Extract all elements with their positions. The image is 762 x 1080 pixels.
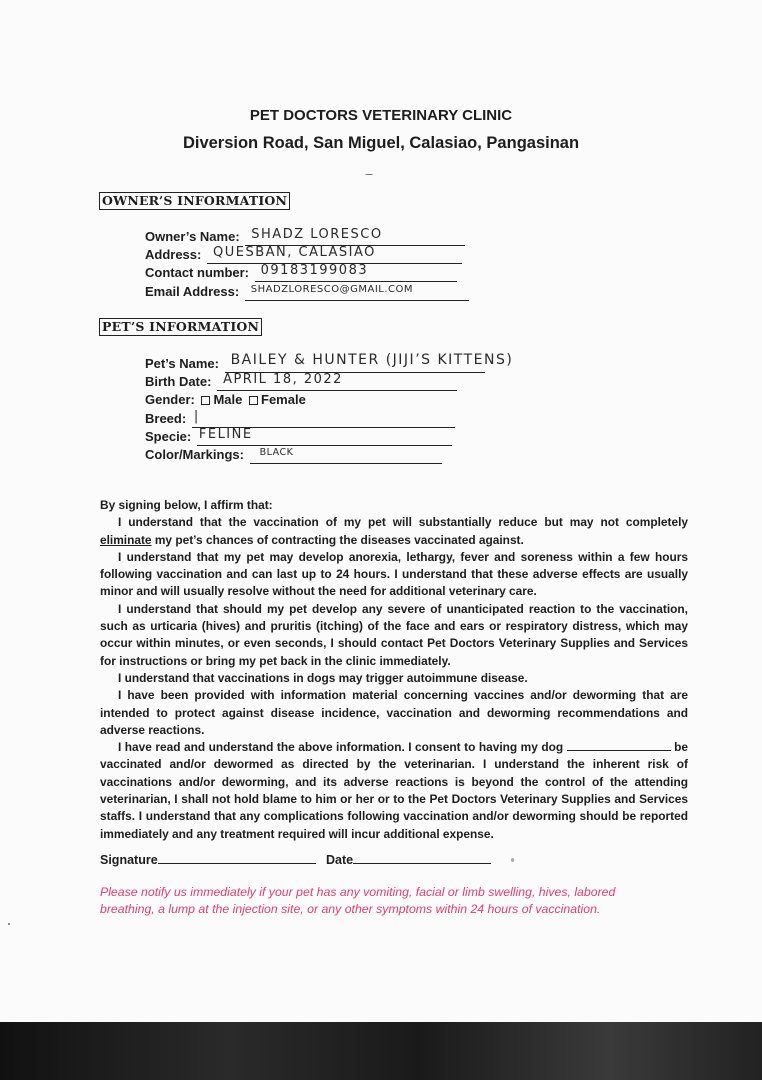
birth-date-field[interactable] bbox=[217, 373, 457, 391]
address-value: QUESBAN, CALASIAO bbox=[212, 245, 376, 260]
color-value: BLACK bbox=[259, 447, 294, 458]
signature-label: Signature bbox=[100, 853, 158, 867]
signature-field[interactable] bbox=[158, 851, 316, 864]
consent-paragraph-2: I understand that my pet may develop anorexia, lethargy, fever and soreness within a few hours following vaccination and can last up to 24 hours. I understand that these adverse effects are usually minor and will usually resolve without the need for additional veterinary care. bbox=[100, 549, 688, 599]
scan-edge-bar bbox=[0, 1022, 762, 1080]
email-field[interactable] bbox=[245, 283, 469, 301]
breed-label: Breed: bbox=[145, 411, 187, 426]
email-value: SHADZLORESCO@GMAIL.COM bbox=[250, 284, 414, 295]
pet-name-value: BAILEY & HUNTER (JIJI’S KITTENS) bbox=[230, 352, 514, 368]
consent-paragraph-1 bbox=[100, 514, 688, 549]
color-row bbox=[145, 446, 442, 464]
dog-name-blank[interactable] bbox=[567, 739, 671, 751]
male-checkbox[interactable] bbox=[201, 396, 210, 405]
consent-p1-a: I understand that the vaccination of my pet will substantially reduce but may not completely bbox=[118, 515, 688, 530]
consent-p6-b: be vaccinated and/or dewormed as directed by the veterinarian. I understand the inherent risk of vaccinations and/or deworming, and its adverse reactions is beyond the control of the attending veterinarian, I shall not hold blame to him or her or to the Pet Doctors Veterinary Supplies and Services staffs. I understand that any complications following vaccination and/or deworming should be reported immediately and any treatment required will incur additional expense. bbox=[100, 740, 688, 841]
scan-speck bbox=[8, 923, 10, 925]
contact-label: Contact number: bbox=[145, 265, 249, 280]
date-label: Date bbox=[326, 853, 354, 867]
specie-field[interactable] bbox=[197, 428, 452, 446]
address-label: Address: bbox=[145, 247, 202, 262]
consent-p6-a: I have read and understand the above information. I consent to having my dog bbox=[118, 740, 567, 755]
clinic-address: Diversion Road, San Miguel, Calasiao, Pangasinan bbox=[182, 134, 580, 152]
birth-date-label: Birth Date: bbox=[145, 374, 212, 389]
breed-row bbox=[145, 410, 455, 428]
color-field[interactable] bbox=[250, 446, 442, 464]
consent-paragraph-3: I understand that should my pet develop any severe of unanticipated reaction to the vaccination, such as urticaria (hives) and pruritis (itching) of the face and ears or respiratory distress, which may occur within minutes, or even seconds, I should contact Pet Doctors Veterinary Supplies and Services for instructions or bring my pet back in the clinic immediately. bbox=[100, 601, 688, 668]
signature-row bbox=[100, 851, 316, 867]
contact-field[interactable] bbox=[255, 264, 457, 282]
consent-paragraph-4: I understand that vaccinations in dogs may trigger autoimmune disease. bbox=[118, 670, 528, 685]
breed-value: | bbox=[193, 409, 200, 424]
scan-speck bbox=[511, 858, 514, 862]
birth-date-row bbox=[145, 373, 457, 391]
specie-value: FELINE bbox=[198, 427, 253, 442]
consent-p1-b: my pet’s chances of contracting the diseases vaccinated against. bbox=[151, 532, 524, 547]
contact-value: 09183199083 bbox=[260, 263, 369, 278]
owner-name-value: SHADZ LORESCO bbox=[251, 227, 383, 242]
consent-paragraph-6 bbox=[100, 739, 688, 843]
specie-row bbox=[145, 428, 452, 446]
specie-label: Specie: bbox=[145, 429, 192, 444]
female-label: Female bbox=[261, 392, 306, 407]
contact-row bbox=[145, 264, 457, 282]
scan-speck bbox=[365, 174, 373, 175]
owner-name-label: Owner’s Name: bbox=[145, 229, 240, 244]
gender-label: Gender: bbox=[145, 392, 195, 407]
email-row bbox=[145, 283, 469, 301]
consent-p1-underlined: eliminate bbox=[100, 532, 152, 547]
owner-section-heading: OWNER’S INFORMATION bbox=[99, 192, 290, 210]
consent-intro: By signing below, I affirm that: bbox=[100, 498, 273, 512]
pet-section-heading: PET’S INFORMATION bbox=[99, 318, 262, 336]
color-label: Color/Markings: bbox=[145, 447, 244, 462]
date-field[interactable] bbox=[353, 851, 491, 864]
gender-row bbox=[145, 391, 306, 409]
pet-name-label: Pet’s Name: bbox=[145, 356, 219, 371]
consent-paragraph-5: I have been provided with information material concerning vaccines and/or deworming that are intended to protect against disease incidence, vaccination and deworming recommendations and adverse reactions. bbox=[100, 688, 688, 737]
notification-note: Please notify us immediately if your pet has any vomiting, facial or limb swelling, hives, labored breathing, a lump at the injection site, or any other symptoms within 24 hours of vaccination. bbox=[100, 885, 616, 916]
female-checkbox[interactable] bbox=[249, 396, 258, 405]
clinic-name: PET DOCTORS VETERINARY CLINIC bbox=[249, 107, 513, 124]
consent-text bbox=[100, 497, 688, 843]
birth-date-value: APRIL 18, 2022 bbox=[223, 372, 343, 387]
date-row bbox=[326, 851, 491, 867]
email-label: Email Address: bbox=[145, 284, 240, 299]
male-label: Male bbox=[213, 392, 243, 407]
